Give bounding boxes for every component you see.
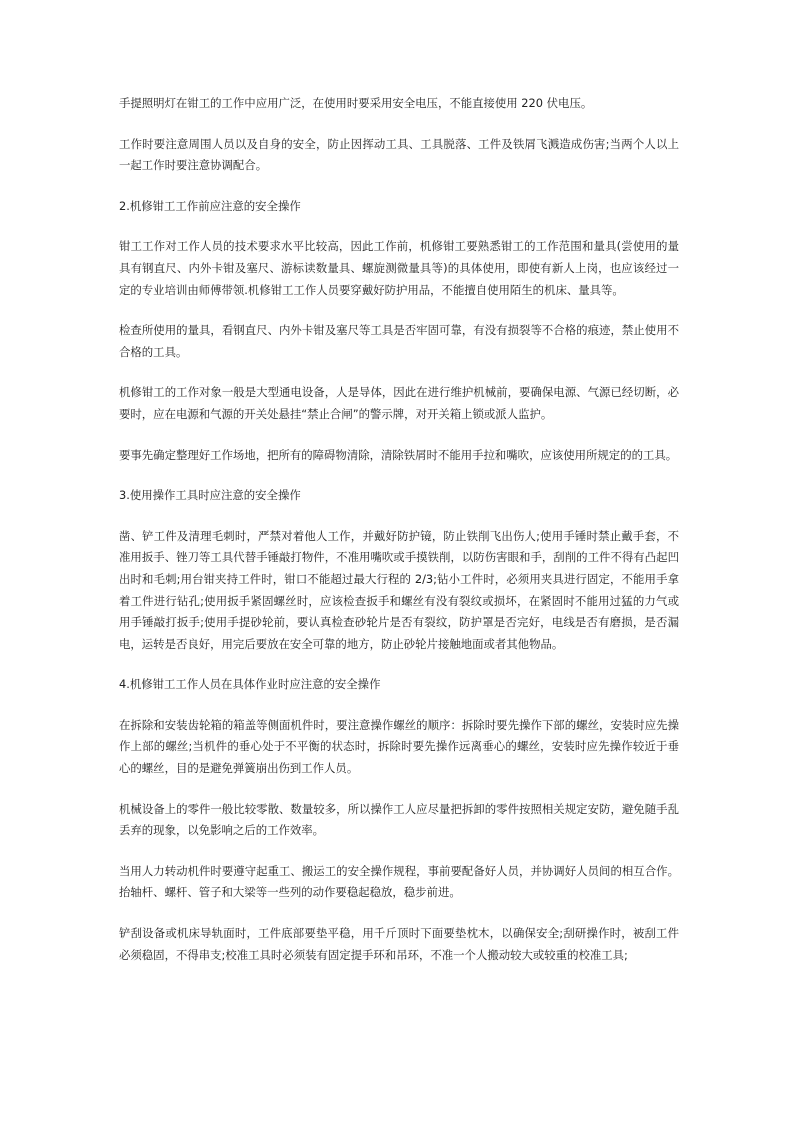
section-heading-4: 4.机修钳工工作人员在具体作业时应注意的安全操作 [119, 677, 381, 692]
section-heading-3: 3.使用操作工具时应注意的安全操作 [119, 488, 301, 503]
paragraph-tool-usage: 凿、铲工件及清理毛刺时，严禁对着他人工作，并戴好防护镜，防止铁削飞出伤人;使用手锤时禁止戴手套，不准用扳手、锉刀等工具代替手锤敲打物件，不准用嘴吹或手摸铁削，以防伤害眼和手，刮削的工件不得有凸起凹出时和毛刺;用台钳夹持工件时，钳口不能超过最大行程的 2/3;钻小工件时，必须用夹具进行固定，不能用手拿着工件进行钻孔;使用扳手紧固螺丝时，应该检查扳手和螺丝有没有裂纹或损坏，在紧固时不能用过猛的力气或用手锤敲打扳手;使用手提砂轮前，要认真检查砂轮片是否有裂纹，防护罩是否完好，电线是否有磨损，是否漏电，运转是否良好，用完后要放在安全可靠的地方，防止砂轮片接触地面或者其他物品。 [119, 528, 679, 651]
paragraph-scraping-guide: 铲刮设备或机床导轨面时，工件底部要垫平稳，用千斤顶时下面要垫枕木，以确保安全;刮研操作时，被刮工件必须稳固，不得串支;校准工具时必须装有固定提手环和吊环，不准一个人搬动较大或较重的校准工具; [119, 926, 679, 962]
paragraph-power-cutoff: 机修钳工的工作对象一般是大型通电设备，人是导体，因此在进行维护机械前，要确保电源、气源已经切断，必要时，应在电源和气源的开关处悬挂“禁止合闸”的警示牌，对开关箱上锁或派人监护。 [119, 385, 679, 421]
paragraph-handheld-lamp: 手提照明灯在钳工的工作中应用广泛，在使用时要采用安全电压，不能直接使用 220 伏电压。 [119, 96, 593, 110]
paragraph-workplace-cleanup: 要事先确定整理好工作场地，把所有的障碍物清除，清除铁屑时不能用手拉和嘴吹，应该使用所规定的的工具。 [119, 447, 678, 462]
paragraph-screw-order: 在拆除和安装齿轮箱的箱盖等侧面机件时，要注意操作螺丝的顺序：拆除时要先操作下部的螺丝，安装时应先操作上部的螺丝;当机件的垂心处于不平衡的状态时，拆除时要先操作远离垂心的螺丝，安装时应先操作较近于垂心的螺丝，目的是避免弹簧崩出伤到工作人员。 [119, 717, 679, 776]
paragraph-personnel-safety: 工作时要注意周围人员以及自身的安全，防止因挥动工具、工具脱落、工件及铁屑飞溅造成伤害;当两个人以上一起工作时要注意协调配合。 [119, 136, 679, 173]
section-heading-2: 2.机修钳工工作前应注意的安全操作 [119, 198, 301, 213]
paragraph-technical-requirements: 钳工工作对工作人员的技术要求水平比较高，因此工作前，机修钳工要熟悉钳工的工作范围和量具(尝使用的量具有钢直尺、内外卡钳及塞尺、游标读数量具、螺旋测微量具等)的具体使用，即使有新人上岗，也应该经过一定的专业培训由师傅带领.机修钳工工作人员要穿戴好防护用品，不能擅自使用陌生的机床、量具等。 [119, 239, 679, 297]
paragraph-parts-storage: 机械设备上的零件一般比较零散、数量较多，所以操作工人应尽量把拆卸的零件按照相关规定安防，避免随手乱丢弃的现象，以免影响之后的工作效率。 [119, 801, 679, 838]
document-page [119, 93, 679, 985]
paragraph-check-tools: 检查所使用的量具，看钢直尺、内外卡钳及塞尺等工具是否牢固可靠，有没有损裂等不合格的痕迹，禁止使用不合格的工具。 [119, 323, 679, 359]
paragraph-manual-rotation: 当用人力转动机件时要遵守起重工、搬运工的安全操作规程，事前要配备好人员，并协调好人员间的相互合作。抬轴杆、螺杆、管子和大梁等一些列的动作要稳起稳放，稳步前进。 [119, 863, 679, 900]
